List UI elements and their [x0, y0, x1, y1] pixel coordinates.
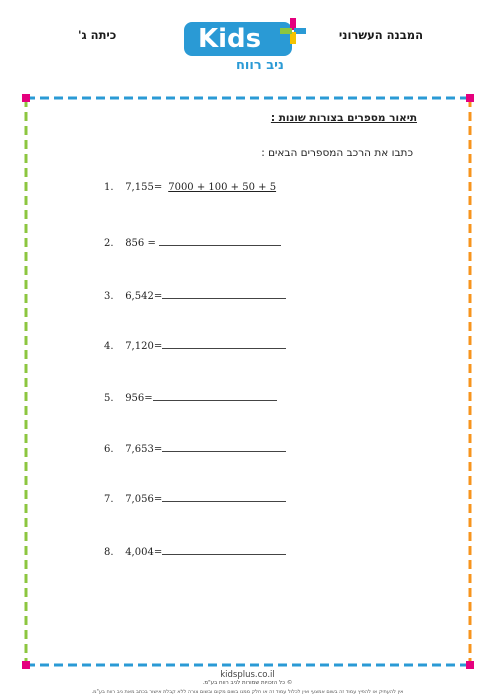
- page-frame: [22, 94, 474, 669]
- kids-logo: [184, 18, 312, 76]
- exercise-equals: =: [153, 291, 163, 302]
- exercise-number: 7,056: [125, 494, 154, 505]
- exercise-index: 7.: [104, 494, 114, 505]
- answer-blank[interactable]: [159, 235, 281, 246]
- exercise-index: 1.: [104, 182, 114, 193]
- answer-blank[interactable]: [162, 288, 286, 299]
- answer-blank[interactable]: [162, 441, 286, 452]
- exercise-index: 8.: [104, 547, 114, 558]
- exercise-index: 5.: [104, 393, 114, 404]
- exercise-index: 3.: [104, 291, 114, 302]
- logo-subtitle: ניב רווח: [236, 58, 284, 73]
- exercise-3: [104, 288, 286, 302]
- exercise-answer: 7000 + 100 + 50 + 5: [168, 182, 277, 193]
- exercise-index: 2.: [104, 238, 114, 249]
- worksheet-topic: תיאור מספרים בצורות שונות :: [270, 112, 417, 124]
- footer-url[interactable]: kidsplus.co.il: [220, 670, 275, 680]
- exercise-equals: =: [144, 238, 160, 249]
- footer-legal: אין להעתיק או להפיץ עמוד זה בשום אמצעי ואין לכלול עמוד זה או חלק ממנו בשום מקום ובשום צורה ללא קבלת אישור בכתב מאת ניב רווח בע"מ.: [91, 689, 404, 695]
- exercise-number: 856: [125, 238, 145, 249]
- exercise-number: 4,004: [125, 547, 154, 558]
- answer-blank[interactable]: [162, 491, 286, 502]
- grade-label: כיתה ג': [78, 28, 117, 42]
- exercise-equals: =: [153, 547, 163, 558]
- worksheet-instruction: כתבו את הרכב המספרים הבאים :: [261, 147, 413, 159]
- subject-title: המבנה העשרוני: [338, 28, 423, 42]
- exercise-number: 7,155: [125, 182, 154, 193]
- exercise-index: 6.: [104, 444, 114, 455]
- plus-icon: [280, 18, 306, 44]
- answer-blank[interactable]: [153, 390, 277, 401]
- exercise-equals: =: [153, 494, 163, 505]
- answer-blank[interactable]: [162, 338, 286, 349]
- exercise-2: [104, 235, 281, 249]
- exercise-8: [104, 544, 286, 558]
- exercise-index: 4.: [104, 341, 114, 352]
- answer-blank[interactable]: [162, 544, 286, 555]
- exercise-5: [104, 390, 277, 404]
- exercise-equals: =: [153, 182, 163, 193]
- exercise-6: [104, 441, 286, 455]
- logo-brand: Kids: [184, 22, 292, 56]
- exercise-number: 956: [125, 393, 145, 404]
- exercise-1: [104, 182, 290, 193]
- exercise-number: 7,120: [125, 341, 154, 352]
- exercise-equals: =: [153, 444, 163, 455]
- exercise-4: [104, 338, 286, 352]
- exercise-number: 7,653: [125, 444, 154, 455]
- exercise-number: 6,542: [125, 291, 154, 302]
- footer-copyright: © כל הזכויות שמורות לניב רווח בע"מ.: [202, 680, 293, 686]
- exercise-7: [104, 491, 286, 505]
- exercise-equals: =: [153, 341, 163, 352]
- exercise-equals: =: [144, 393, 153, 404]
